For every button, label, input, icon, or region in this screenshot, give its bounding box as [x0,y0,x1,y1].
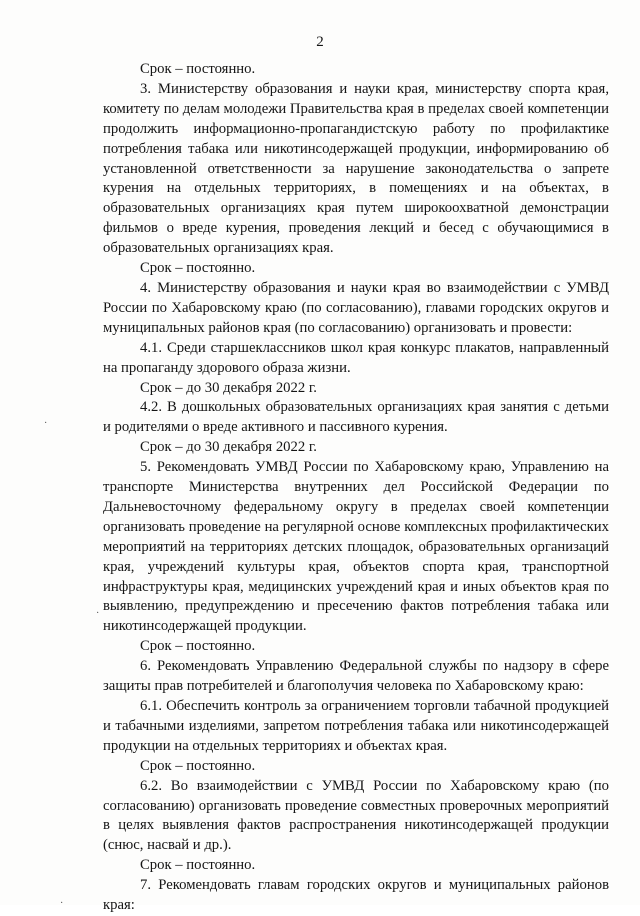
paragraph-6-2: 6.2. Во взаимодействии с УМВД России по Хабаровскому краю (по согласованию) организовать проведение совместных проверочных мероприятий в целях выявления фактов распространения никотинсодержащей продукции (снюс, насвай и др.). [103,777,609,854]
scan-speck: · [44,418,48,429]
document-body [103,60,609,916]
paragraph-5: 5. Рекомендовать УМВД России по Хабаровскому краю, Управлению на транспорте Министерства внутренних дел Российской Федерации по Дальневосточному федеральному округу в пределах своей компетенции организовать проведение на регулярной основе комплексных профилактических мероприятий на территориях детских площадок, образовательных организаций края, учреждений культуры края, объектов спорта края, транспортной инфраструктуры края, медицинских учреждений края и иных объектов края по выявлению, предупреждению и пресечению фактов потребления табака или никотинсодержащей продукции. [103,459,609,635]
term-line: Срок – до 30 декабря 2022 г. [140,379,317,396]
term-line: Срок – постоянно. [140,260,256,277]
paragraph-7: 7. Рекомендовать главам городских округов и муниципальных районов края: [103,877,609,914]
scan-speck: · [96,608,100,619]
term-line: Срок – постоянно. [140,61,256,77]
paragraph-6: 6. Рекомендовать Управлению Федеральной службы по надзору в сфере защиты прав потребителей и благополучия человека по Хабаровскому краю: [103,658,609,695]
paragraph-4-2: 4.2. В дошкольных образовательных организациях края занятия с детьми и родителями о вреде активного и пассивного курения. [103,399,609,436]
paragraph-6-1: 6.1. Обеспечить контроль за ограничением торговли табачной продукцией и табачными изделиями, запретом потребления табака или никотинсодержащей продукции на отдельных территориях и объектах края. [103,698,609,754]
paragraph-4: 4. Министерству образования и науки края во взаимодействии с УМВД России по Хабаровскому краю (по согласованию), главами городских округов и муниципальных районов края (по согласованию) организовать и провести: [103,279,609,336]
paragraph-3: 3. Министерству образования и науки края, министерству спорта края, комитету по делам молодежи Правительства края в пределах своей компетенции продолжить информационно-пропагандистскую работу по профилактике потребления табака или никотинсодержащей продукции, информированию об установленной ответственности за нарушение законодательства о запрете курения на отдельных территориях, в помещениях и на объектах, в образовательных организациях края путем широкоохватной демонстрации фильмов о вреде курения, проведения лекций и бесед с обучающимися в образовательных организациях края. [103,80,609,257]
page-number: 2 [316,34,324,50]
term-line: Срок – до 30 декабря 2022 г. [140,439,317,456]
term-line: Срок – постоянно. [140,857,256,874]
paragraph-4-1: 4.1. Среди старшеклассников школ края конкурс плакатов, направленный на пропаганду здорового образа жизни. [103,339,609,376]
term-line: Срок – постоянно. [140,638,256,655]
scan-speck: · [60,898,64,909]
term-line: Срок – постоянно. [140,757,256,774]
